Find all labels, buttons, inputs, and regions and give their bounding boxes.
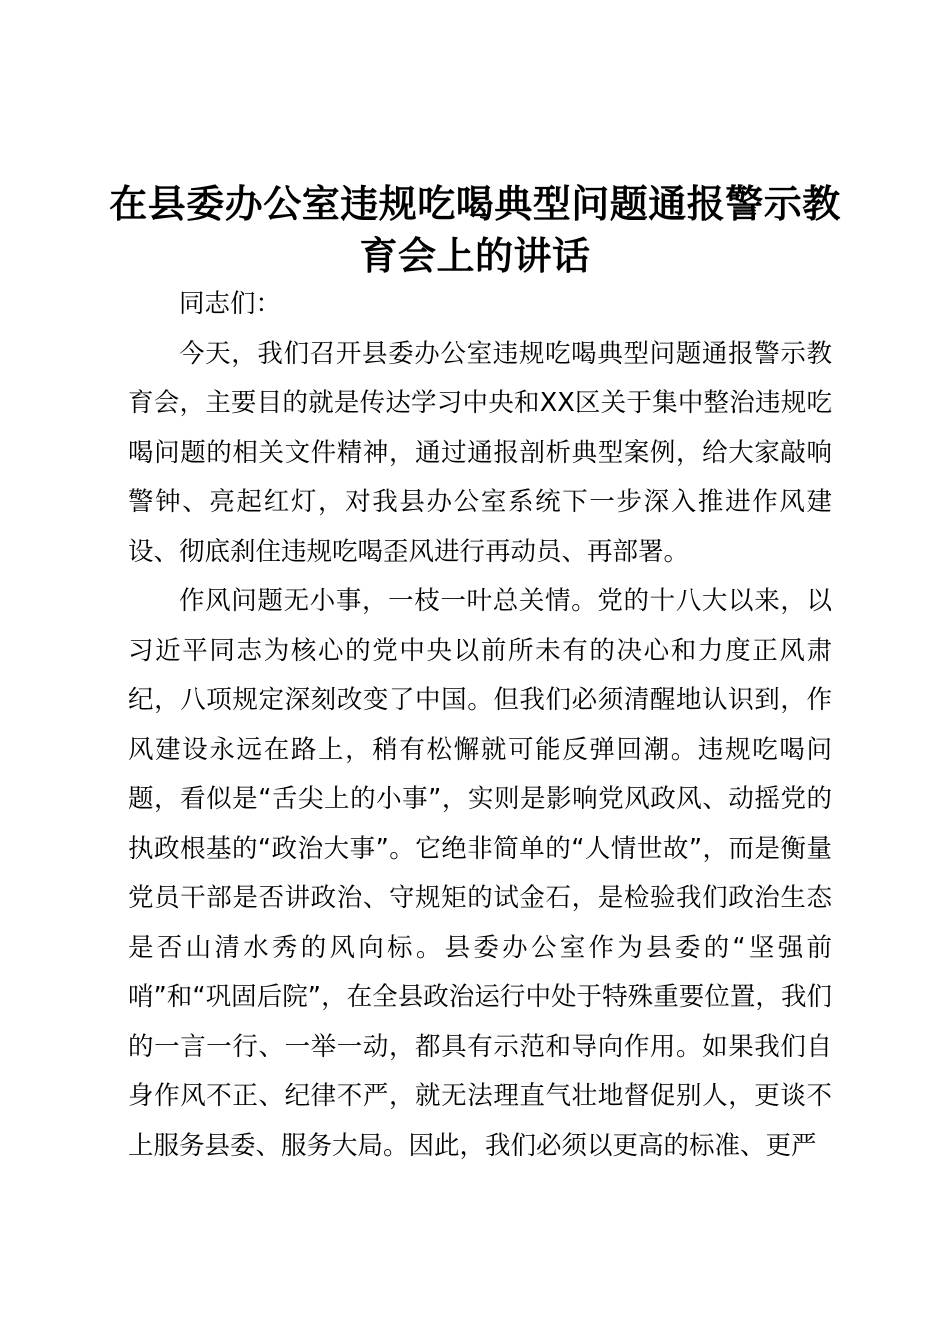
- paragraph-1: 今天，我们召开县委办公室违规吃喝典型问题通报警示教育会，主要目的就是传达学习中央和XX区关于集中整治违规吃喝问题的相关文件精神，通过通报剖析典型案例，给大家敲响警钟、亮起红灯，对我县办公室系统下一步深入推进作风建设、彻底刹住违规吃喝歪风进行再动员、再部署。: [128, 338, 832, 567]
- paragraph-2: 作风问题无小事，一枝一叶总关情。党的十八大以来，以习近平同志为核心的党中央以前所未有的决心和力度正风肃纪，八项规定深刻改变了中国。但我们必须清醒地认识到，作风建设永远在路上，稍有松懈就可能反弹回潮。违规吃喝问题，看似是“舌尖上的小事”，实则是影响党风政风、动摇党的执政根基的“政治大事”。它绝非简单的“人情世故”，而是衡量党员干部是否讲政治、守规矩的试金石，是检验我们政治生态是否山清水秀的风向标。县委办公室作为县委的“坚强前哨”和“巩固后院”，在全县政治运行中处于特殊重要位置，我们的一言一行、一举一动，都具有示范和导向作用。如果我们自身作风不正、纪律不严，就无法理直气壮地督促别人，更谈不上服务县委、服务大局。因此，我们必须以更高的标准、更严: [128, 586, 832, 1161]
- document-body: [128, 280, 832, 1171]
- document-title: 在县委办公室违规吃喝典型问题通报警示教育会上的讲话: [109, 182, 841, 278]
- salutation: 同志们：: [179, 289, 282, 319]
